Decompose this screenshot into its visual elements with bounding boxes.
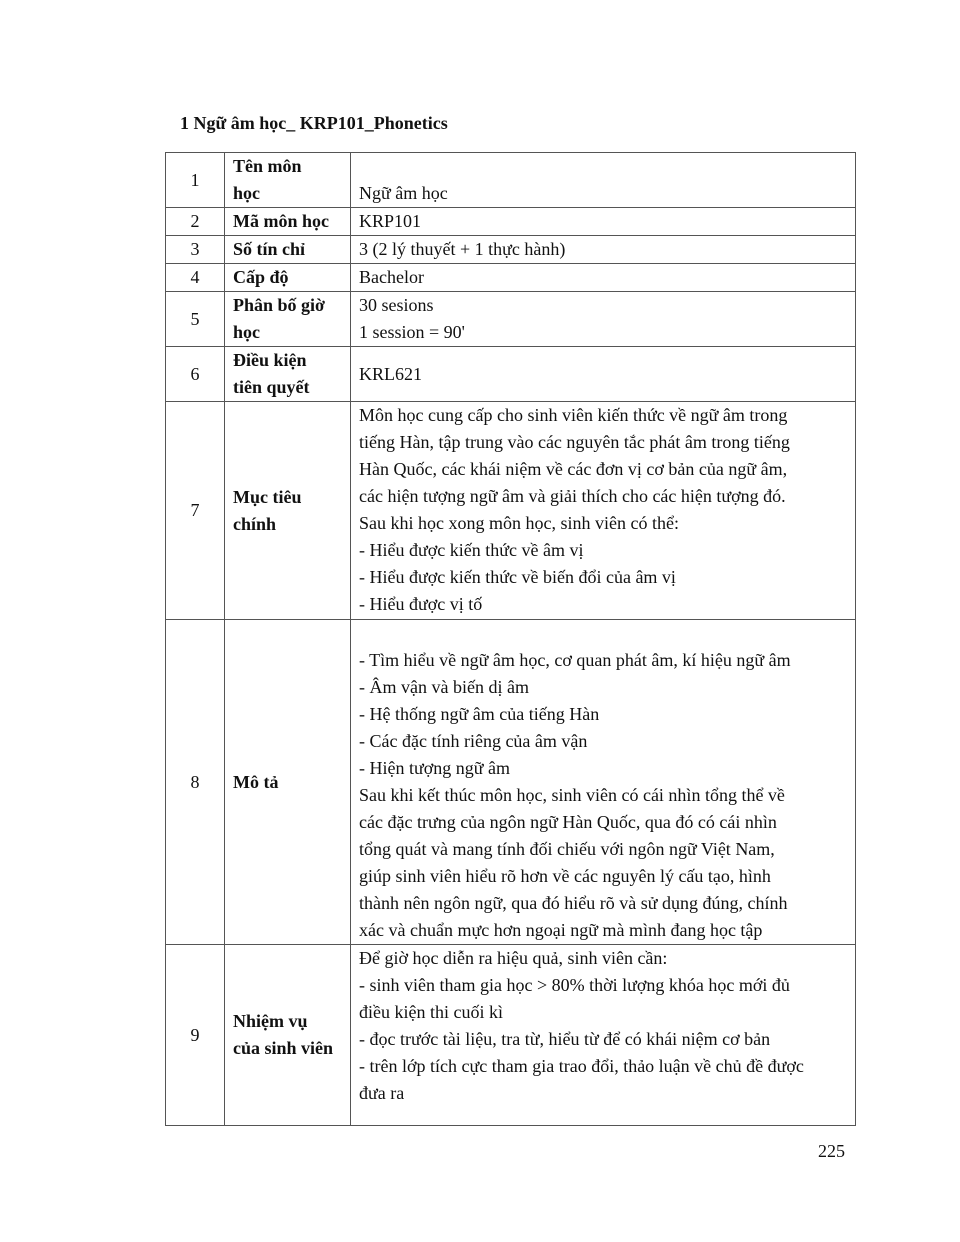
row-value <box>351 292 856 347</box>
row-label <box>225 208 351 236</box>
row-label <box>225 153 351 208</box>
section-title: 1 Ngữ âm học_ KRP101_Phonetics <box>180 113 448 133</box>
table-row <box>166 347 856 402</box>
value-line <box>359 153 847 180</box>
value-line: - Hiểu được vị tố <box>359 594 483 614</box>
value-line: đưa ra <box>359 1083 405 1103</box>
label-line: Tên môn <box>233 156 302 176</box>
value-line: Sau khi kết thúc môn học, sinh viên có cái nhìn tổng thể về <box>359 785 785 805</box>
value-line: - trên lớp tích cực tham gia trao đổi, thảo luận về chủ đề được <box>359 1056 804 1076</box>
value-line: Bachelor <box>359 267 424 287</box>
value-line: 1 session = 90' <box>359 322 465 342</box>
table-row <box>166 402 856 620</box>
row-label <box>225 236 351 264</box>
value-line <box>359 620 847 647</box>
value-line: điều kiện thi cuối kì <box>359 1002 503 1022</box>
row-value <box>351 264 856 292</box>
row-value <box>351 153 856 208</box>
value-line: thành nên ngôn ngữ, qua đó hiểu rõ và sử dụng đúng, chính <box>359 893 788 913</box>
value-line: - Hiểu được kiến thức về âm vị <box>359 540 584 560</box>
value-line: giúp sinh viên hiểu rõ hơn về các nguyên lý cấu tạo, hình <box>359 866 771 886</box>
value-line: - sinh viên tham gia học > 80% thời lượng khóa học mới đủ <box>359 975 790 995</box>
row-label <box>225 620 351 945</box>
value-line: Hàn Quốc, các khái niệm về các đơn vị cơ bản của ngữ âm, <box>359 459 788 479</box>
value-line: - Hiểu được kiến thức về biến đổi của âm vị <box>359 567 676 587</box>
row-number: 2 <box>166 208 225 236</box>
row-value <box>351 208 856 236</box>
row-number: 9 <box>166 945 225 1126</box>
label-line: Mô tả <box>233 771 279 792</box>
value-line: tiếng Hàn, tập trung vào các nguyên tắc phát âm trong tiếng <box>359 432 790 452</box>
value-line: - đọc trước tài liệu, tra từ, hiểu từ để có khái niệm cơ bản <box>359 1029 771 1049</box>
value-line: xác và chuẩn mực hơn ngoại ngữ mà mình đang học tập <box>359 920 763 940</box>
value-line: các hiện tượng ngữ âm và giải thích cho các hiện tượng đó. <box>359 486 786 506</box>
label-line: Số tín chỉ <box>233 239 306 259</box>
row-value <box>351 347 856 402</box>
label-line: học <box>233 183 260 203</box>
row-number: 4 <box>166 264 225 292</box>
value-line: KRP101 <box>359 211 422 231</box>
value-line: Sau khi học xong môn học, sinh viên có thể: <box>359 513 679 533</box>
label-line: Cấp độ <box>233 267 289 287</box>
table-row <box>166 945 856 1126</box>
row-value <box>351 945 856 1126</box>
value-line: các đặc trưng của ngôn ngữ Hàn Quốc, qua đó có cái nhìn <box>359 812 777 832</box>
value-line: - Tìm hiểu về ngữ âm học, cơ quan phát âm, kí hiệu ngữ âm <box>359 650 791 670</box>
row-label <box>225 292 351 347</box>
label-line: Mã môn học <box>233 211 329 231</box>
label-line: Nhiệm vụ <box>233 1011 308 1031</box>
label-line: Phân bố giờ <box>233 295 325 315</box>
table-row <box>166 620 856 945</box>
table-row <box>166 236 856 264</box>
value-line: Ngữ âm học <box>359 183 448 203</box>
row-number: 7 <box>166 402 225 620</box>
row-number: 8 <box>166 620 225 945</box>
row-label <box>225 264 351 292</box>
row-label <box>225 347 351 402</box>
label-line: của sinh viên <box>233 1038 334 1058</box>
row-number: 6 <box>166 347 225 402</box>
row-number: 5 <box>166 292 225 347</box>
table-row <box>166 264 856 292</box>
row-number: 3 <box>166 236 225 264</box>
value-line: - Các đặc tính riêng của âm vận <box>359 731 588 751</box>
row-number: 1 <box>166 153 225 208</box>
value-line: tổng quát và mang tính đối chiếu với ngôn ngữ Việt Nam, <box>359 839 775 859</box>
value-line: - Âm vận và biến dị âm <box>359 677 529 697</box>
value-line: KRL621 <box>359 363 422 384</box>
value-line: Môn học cung cấp cho sinh viên kiến thức về ngữ âm trong <box>359 405 788 425</box>
label-line: Mục tiêu <box>233 486 302 507</box>
row-value <box>351 620 856 945</box>
value-line: - Hiện tượng ngữ âm <box>359 758 511 778</box>
course-info-table <box>165 152 856 1126</box>
value-line: 30 sesions <box>359 295 434 315</box>
table-row <box>166 153 856 208</box>
value-line: Để giờ học diễn ra hiệu quả, sinh viên cần: <box>359 948 668 968</box>
table-row <box>166 208 856 236</box>
row-value <box>351 236 856 264</box>
row-label <box>225 945 351 1126</box>
label-line: chính <box>233 513 277 534</box>
label-line: tiên quyết <box>233 377 310 397</box>
row-value <box>351 402 856 620</box>
row-label <box>225 402 351 620</box>
label-line: Điều kiện <box>233 350 307 370</box>
label-line: học <box>233 322 260 342</box>
page-number: 225 <box>818 1141 845 1161</box>
value-line: 3 (2 lý thuyết + 1 thực hành) <box>359 239 566 259</box>
table-row <box>166 292 856 347</box>
value-line: - Hệ thống ngữ âm của tiếng Hàn <box>359 704 600 724</box>
